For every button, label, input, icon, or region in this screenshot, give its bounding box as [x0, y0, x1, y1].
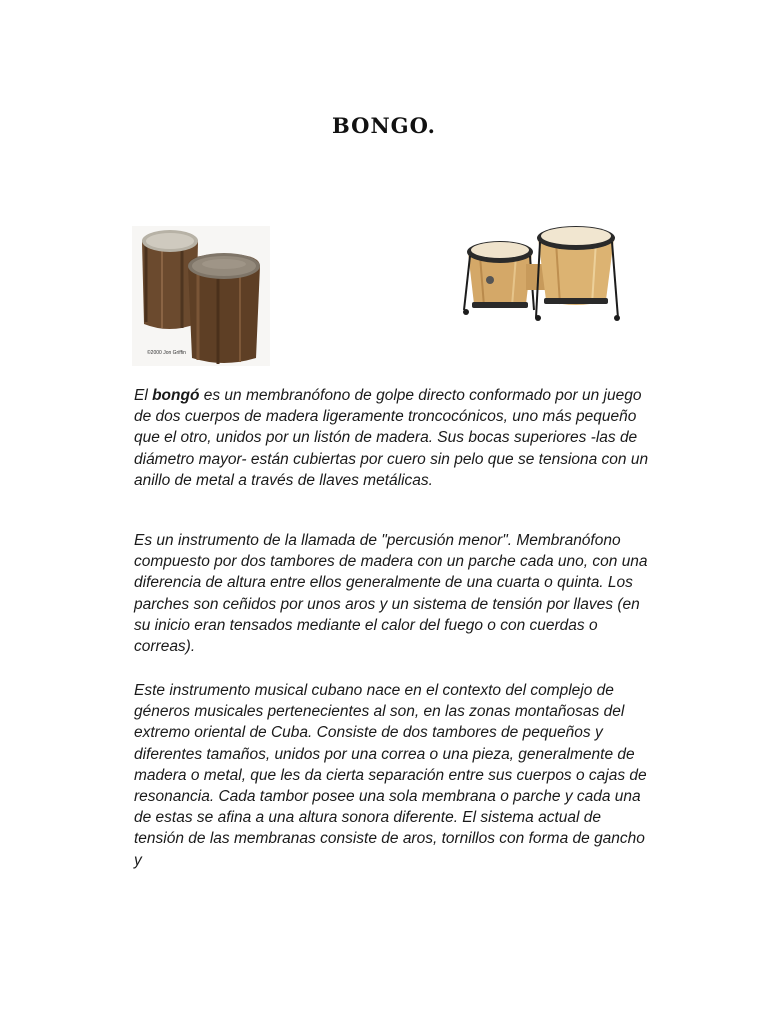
page-title: BONGO.	[332, 113, 436, 138]
p1-rest: es un membranófono de golpe directo conformado por un juego de dos cuerpos de madera ligeramente troncocónicos, uno más pequeño que el otro, unidos por un listón de madera. Sus bocas superiores -las de diámetro mayor- están cubiertas por cuero sin pelo que se tensiona con un anillo de metal a través de llaves metálicas.	[134, 387, 649, 489]
photo-credit: ©2000 Jon Griffin	[147, 350, 186, 356]
paragraph-2: Es un instrumento de la llamada de "percusión menor". Membranófono compuesto por dos tambores de madera con un parche cada uno, con una diferencia de altura entre ellos generalmente de una cuarta o quinta. Los parches son ceñidos por unos aros y un sistema de tensión por llaves (en su inicio eran tensados mediante el calor del fuego o con cuerdas o correas).	[134, 532, 648, 656]
p1-bold-term: bongó	[152, 387, 200, 404]
p1-pre: El	[134, 387, 153, 404]
old-wooden-bongo-icon	[132, 226, 270, 366]
paragraph-3: Este instrumento musical cubano nace en el contexto del complejo de géneros musicales pertenecientes al son, en las zonas montañosas del extremo oriental de Cuba. Consiste de dos tambores de pequeños y diferentes tamaños, unidos por una correa o una pieza, generalmente de madera o metal, que les da cierta separación entre sus cuerpos o cajas de resonancia. Cada tambor posee una sola membrana o parche y cada una de estas se afina a una altura sonora diferente. El sistema actual de tensión de las membranas consiste de aros, tornillos con forma de gancho y	[134, 682, 647, 869]
paragraph-1	[134, 385, 654, 491]
natural-wood-bongo-icon	[460, 220, 622, 322]
